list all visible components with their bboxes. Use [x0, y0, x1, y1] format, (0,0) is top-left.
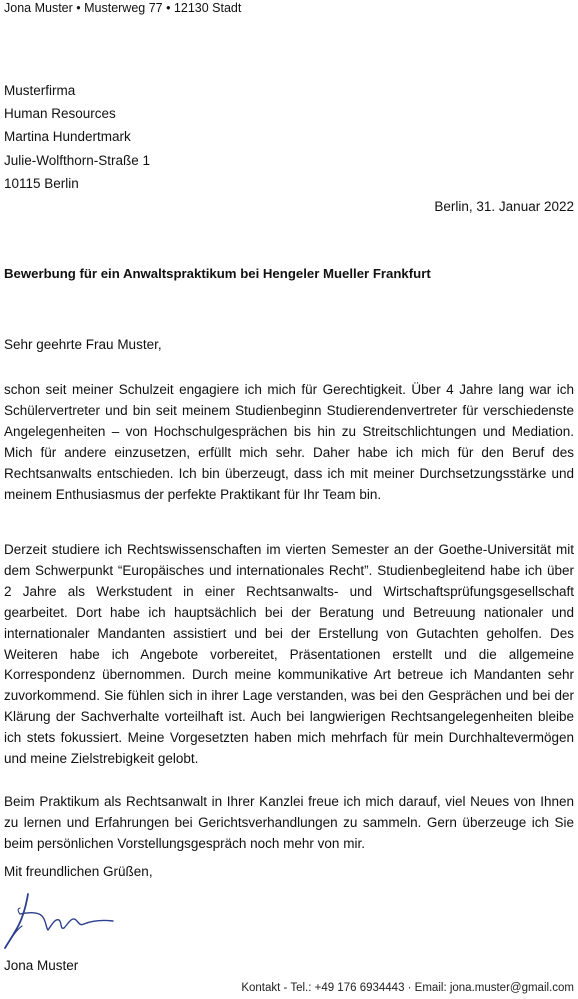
letter-date: Berlin, 31. Januar 2022: [434, 199, 574, 214]
body-paragraph: Beim Praktikum als Rechtsanwalt in Ihrer Kanzlei freue ich mich darauf, viel Neues von Ihnen zu lernen und Erfahrungen bei Gerichtsverhandlungen zu sammeln. Gern überzeuge ich Sie beim persönlichen Vorstellungsgespräch noch mehr von mir.: [4, 794, 574, 851]
handwritten-signature-icon: [2, 890, 114, 952]
signer-name: Jona Muster: [4, 958, 79, 973]
recipient-address-block: [4, 79, 150, 195]
recipient-company: Musterfirma: [4, 83, 76, 98]
recipient-city: 10115 Berlin: [4, 175, 79, 191]
sender-address-line: Jona Muster • Musterweg 77 • 12130 Stadt: [4, 1, 242, 15]
recipient-street: Julie-Wolfthorn-Straße 1: [4, 152, 151, 168]
signature-stroke: [5, 926, 22, 948]
signature-stroke: [18, 908, 20, 914]
recipient-person: Martina Hundertmark: [4, 129, 131, 145]
body-paragraph: schon seit meiner Schulzeit engagiere ich mich für Gerechtigkeit. Über 4 Jahre lang war ich Schülervertreter und bin seit meinem Studienbeginn Studierendenvertreter für verschiedenste Angelegenheiten – von Hochschulgesprächen bis hin zu Streitschlichtungen und Mediation. Mich für andere einzusetzen, erfüllt mich sehr. Daher habe ich mich für den Beruf des Rechtsanwalts entschieden. Ich bin überzeugt, dass ich mit meiner Durchsetzungsstärke und meinem Enthusiasmus der perfekte Praktikant für Ihr Team bin.: [4, 382, 574, 502]
letter-closing: Mit freundlichen Grüßen,: [4, 864, 153, 879]
letter-subject: Bewerbung für ein Anwaltspraktikum bei Hengeler Mueller Frankfurt: [4, 266, 431, 281]
recipient-department: Human Resources: [4, 106, 116, 122]
signature-stroke: [20, 913, 113, 930]
letter-salutation: Sehr geehrte Frau Muster,: [4, 337, 162, 352]
signature-stroke: [5, 894, 28, 948]
contact-footer: Kontakt - Tel.: +49 176 6934443 · Email: jona.muster@gmail.com: [241, 982, 574, 994]
body-paragraph: Derzeit studiere ich Rechtswissenschaften im vierten Semester an der Goethe-Universität mit dem Schwerpunkt “Europäisches und internationales Recht”. Studienbegleitend habe ich über 2 Jahre als Werkstudent in einer Rechtsanwalts- und Wirtschaftsprüfungsgesellschaft gearbeitet. Dort habe ich hauptsächlich bei der Beratung und Betreuung nationaler und internationaler Mandanten assistiert und bei der Erstellung von Gutachten geholfen. Des Weiteren habe ich Angebote vorbereitet, Präsentationen erstellt und die allgemeine Korrespondenz übernommen. Durch meine kommunikative Art betreue ich Mandanten sehr zuvorkommend. Sie fühlen sich in ihrer Lage verstanden, was bei den Gesprächen und bei der Klärung der Sachverhalte vorteilhaft ist. Auch bei langwierigen Rechtsangelegenheiten bleibe ich stets fokussiert. Meine Vorgesetzten haben mich mehrfach für mein Durchhaltevermögen und meine Zielstrebigkeit gelobt.: [4, 542, 574, 767]
